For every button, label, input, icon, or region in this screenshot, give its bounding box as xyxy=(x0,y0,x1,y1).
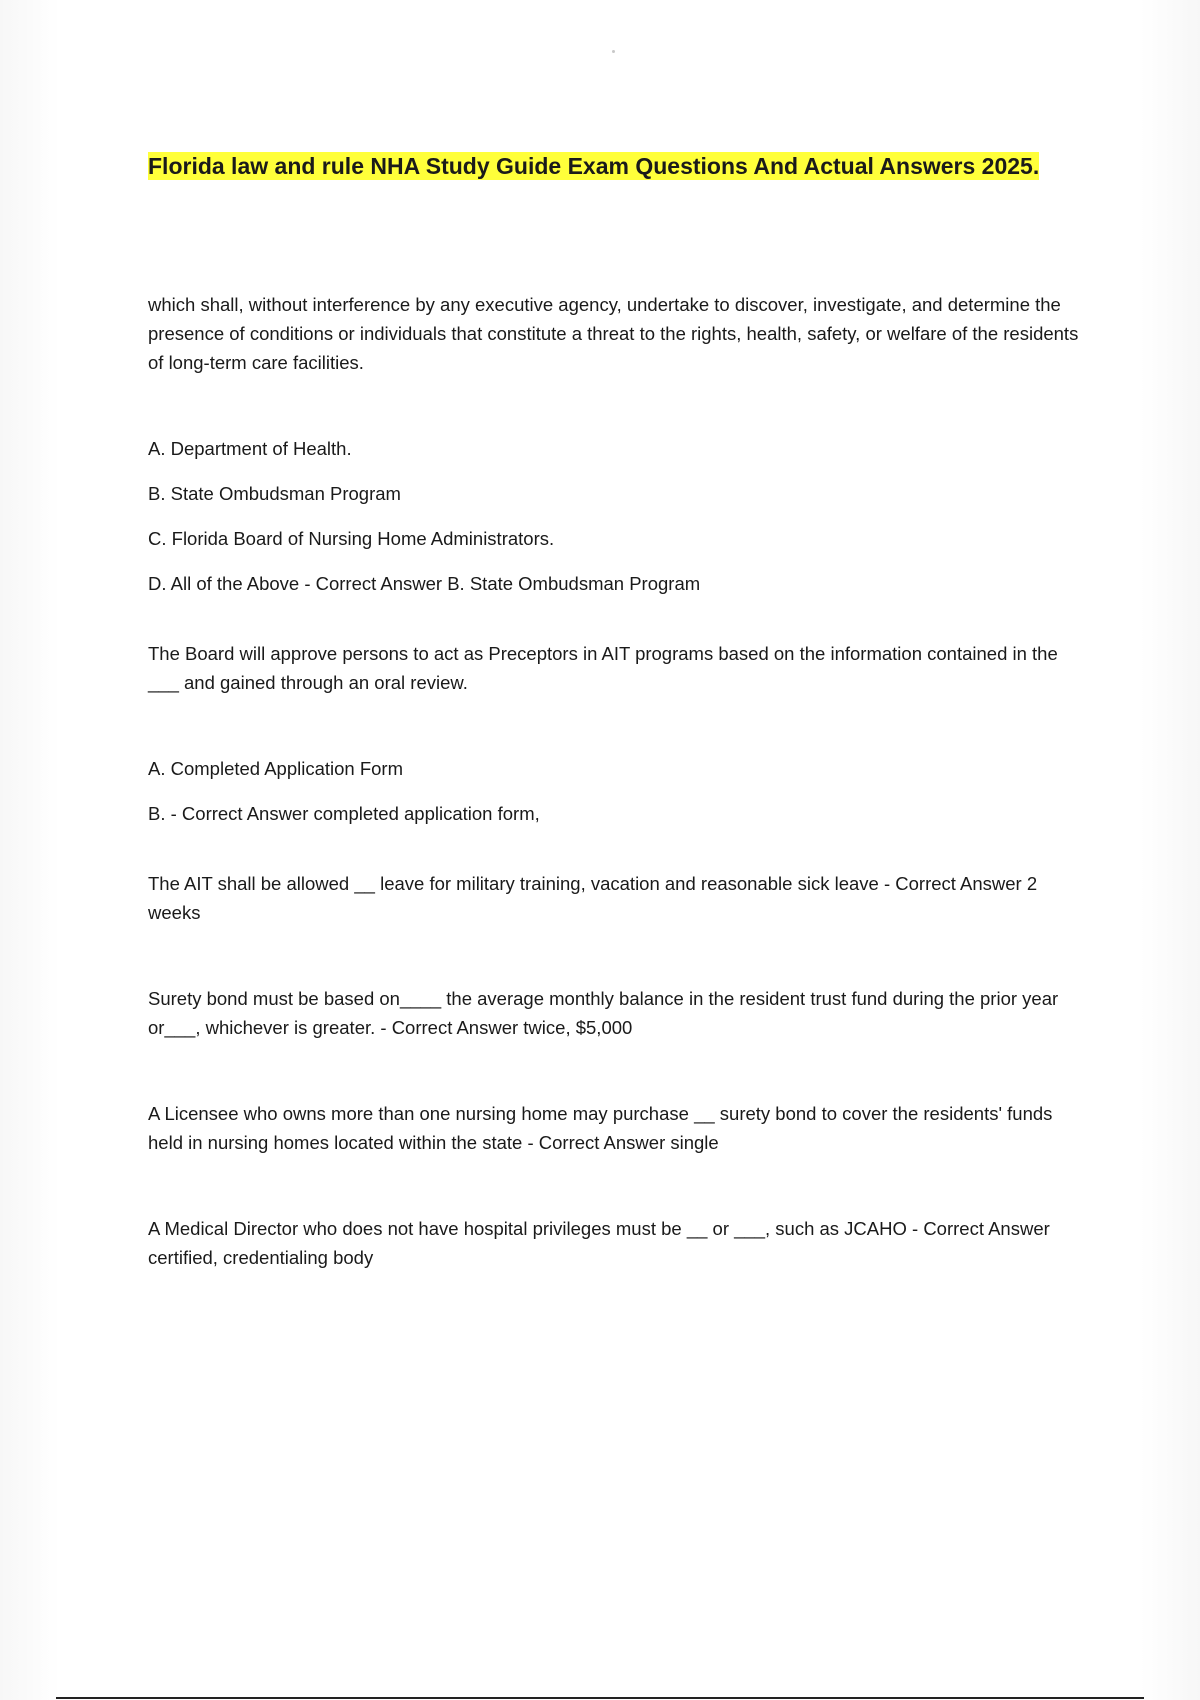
question-text: A Licensee who owns more than one nursing home may purchase __ surety bond to cover the residents' funds held in nursing homes located within the state - Correct Answer single xyxy=(148,1103,1053,1153)
document-body xyxy=(148,290,1088,1272)
title-highlight: Florida law and rule NHA Study Guide Exam Questions And Actual Answers 2025. xyxy=(148,153,1040,179)
document-title xyxy=(148,148,1068,185)
option-item: B. - Correct Answer completed application form, xyxy=(148,803,540,824)
page-mark xyxy=(612,50,615,53)
question-block xyxy=(148,1099,1088,1157)
question-text: The AIT shall be allowed __ leave for military training, vacation and reasonable sick leave - Correct Answer 2 weeks xyxy=(148,873,1038,923)
question-text: which shall, without interference by any executive agency, undertake to discover, investigate, and determine the presence of conditions or individuals that constitute a threat to the rights, health, safety, or welfare of the residents of long-term care facilities. xyxy=(148,294,1079,373)
question-text: Surety bond must be based on____ the average monthly balance in the resident trust fund during the prior year or___, whichever is greater. - Correct Answer twice, $5,000 xyxy=(148,988,1059,1038)
question-block xyxy=(148,290,1088,598)
question-block xyxy=(148,1214,1088,1272)
question-block xyxy=(148,869,1088,927)
option-item: A. Department of Health. xyxy=(148,438,352,459)
option-item: D. All of the Above - Correct Answer B. State Ombudsman Program xyxy=(148,573,701,594)
question-text: The Board will approve persons to act as Preceptors in AIT programs based on the information contained in the ___ and gained through an oral review. xyxy=(148,643,1058,693)
answer-options xyxy=(148,754,1088,828)
answer-options xyxy=(148,434,1088,598)
option-item: C. Florida Board of Nursing Home Administrators. xyxy=(148,528,555,549)
bottom-divider xyxy=(56,1697,1144,1699)
question-block xyxy=(148,984,1088,1042)
question-text: A Medical Director who does not have hospital privileges must be __ or ___, such as JCAHO - Correct Answer certified, credentialing body xyxy=(148,1218,1050,1268)
option-item: B. State Ombudsman Program xyxy=(148,483,401,504)
question-block xyxy=(148,639,1088,828)
option-item: A. Completed Application Form xyxy=(148,758,404,779)
